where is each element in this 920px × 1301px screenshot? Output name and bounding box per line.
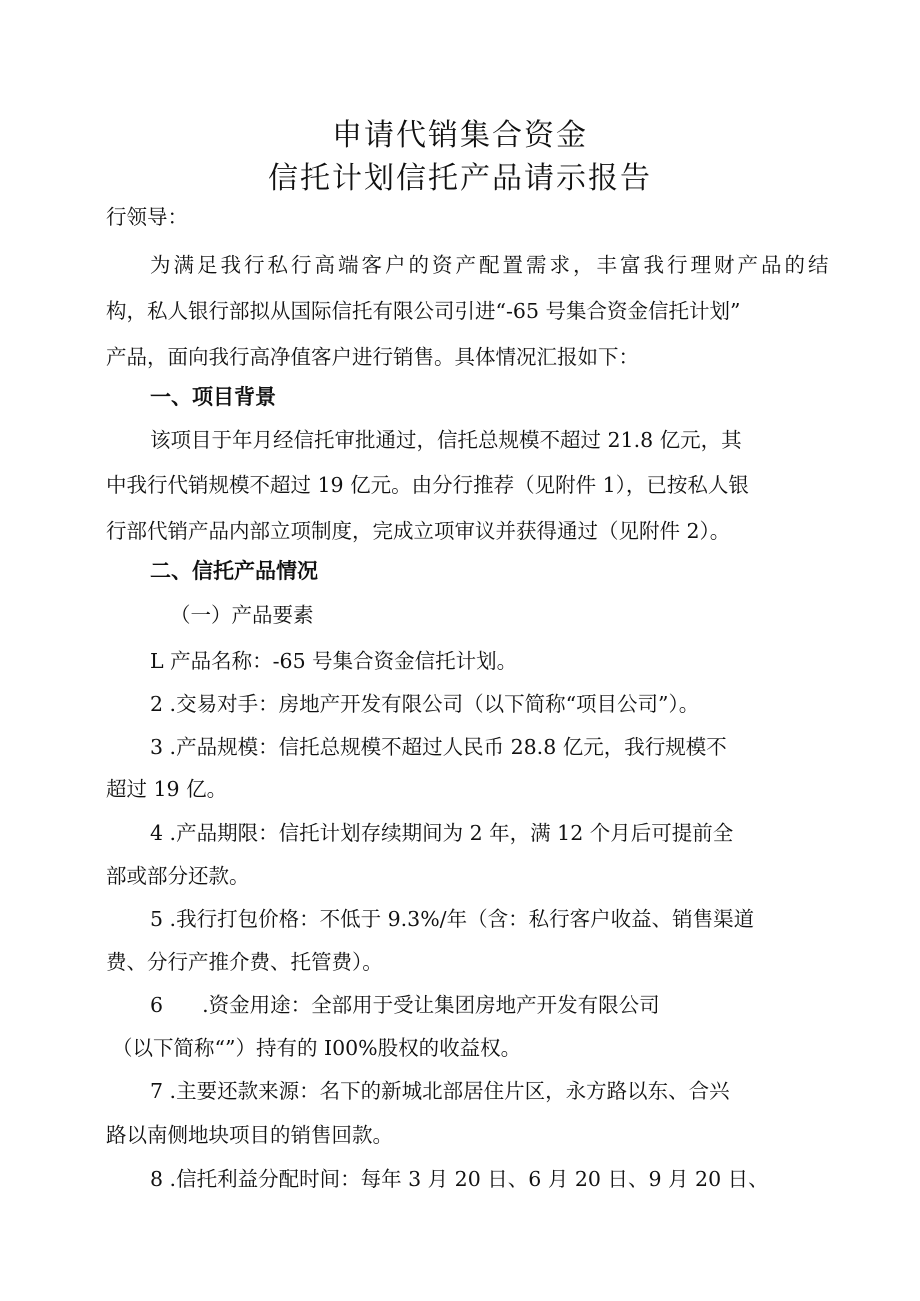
item-7-line-1: 7 .主要还款来源：名下的新城北部居住片区，永方路以东、合兴 <box>150 1079 730 1103</box>
salutation: 行领导： <box>106 205 188 229</box>
intro-line-1: 为满足我行私行高端客户的资产配置需求，丰富我行理财产品的结 <box>150 253 832 277</box>
section1-heading: 一、项目背景 <box>150 385 276 409</box>
section1-line-3: 行部代销产品内部立项制度，完成立项审议并获得通过（见附件 2）。 <box>106 519 731 543</box>
intro-line-2: 构，私人银行部拟从国际信托有限公司引进“-65 号集合资金信托计划” <box>106 299 741 323</box>
item-5-line-1: 5 .我行打包价格：不低于 9.3%/年（含：私行客户收益、销售渠道 <box>150 907 755 931</box>
item-4-line-1: 4 .产品期限：信托计划存续期间为 2 年，满 12 个月后可提前全 <box>150 821 734 845</box>
item-6-line-2: （以下简称“”）持有的 I00%股权的收益权。 <box>112 1036 522 1060</box>
item-6-line-1: 6 .资金用途：全部用于受让集团房地产开发有限公司 <box>150 993 660 1017</box>
section2-subheading: （一）产品要素 <box>170 603 314 627</box>
item-3-line-1: 3 .产品规模：信托总规模不超过人民币 28.8 亿元，我行规模不 <box>150 735 727 759</box>
title-line-2: 信托计划信托产品请示报告 <box>268 161 652 196</box>
item-1-line-1: L 产品名称：-65 号集合资金信托计划。 <box>150 649 518 673</box>
item-5-line-2: 费、分行产推介费、托管费）。 <box>106 950 383 974</box>
item-3-line-2: 超过 19 亿。 <box>106 777 228 801</box>
item-8-line-1: 8 .信托利益分配时间：每年 3 月 20 日、6 月 20 日、9 月 20 日、 <box>150 1167 769 1191</box>
intro-line-3: 产品，面向我行高净值客户进行销售。具体情况汇报如下： <box>106 345 639 369</box>
item-7-line-2: 路以南侧地块项目的销售回款。 <box>106 1123 393 1147</box>
section2-heading: 二、信托产品情况 <box>150 559 318 583</box>
title-line-1: 申请代销集合资金 <box>332 118 588 153</box>
section1-line-1: 该项目于年月经信托审批通过，信托总规模不超过 21.8 亿元，其 <box>150 428 742 452</box>
item-2-line-1: 2 .交易对手：房地产开发有限公司（以下简称“项目公司”）。 <box>150 692 700 716</box>
section1-line-2: 中我行代销规模不超过 19 亿元。由分行推荐（见附件 1），已按私人银 <box>106 473 749 497</box>
item-4-line-2: 部或部分还款。 <box>106 864 250 888</box>
